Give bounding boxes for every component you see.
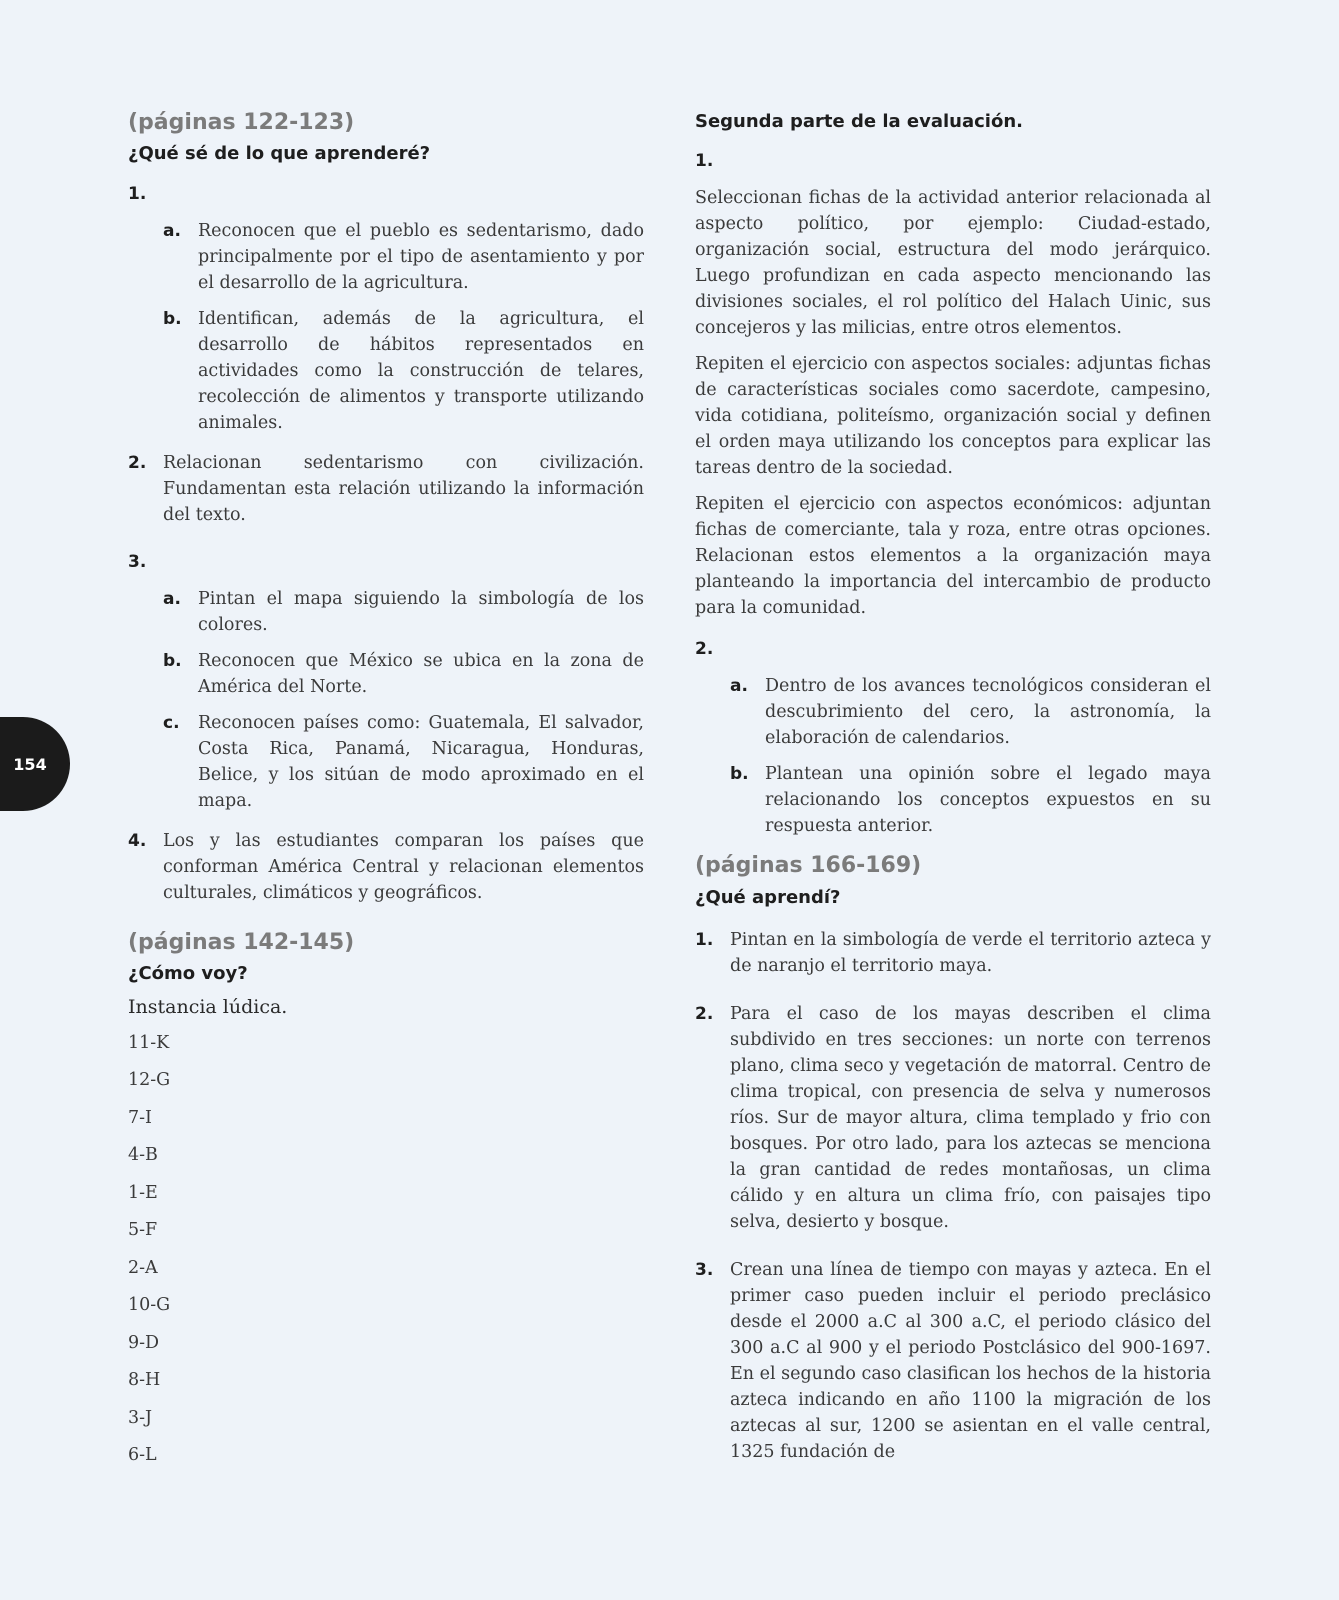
section-title-como-voy: ¿Cómo voy?: [128, 963, 248, 985]
subitem-1b: [163, 306, 644, 436]
section-range-142-145: (páginas 142-145): [128, 929, 355, 955]
question-text: Los y las estudiantes comparan los países que conforman América Central y relacionan elementos culturales, climáticos y geográficos.: [163, 830, 644, 903]
question-2: [695, 1001, 1211, 1235]
question-1-number: 1.: [128, 183, 147, 204]
page-number-tab: [0, 717, 70, 811]
subitem-text: Pintan el mapa siguiendo la simbología de los colores.: [198, 588, 644, 635]
answer-item: 11-K: [128, 1032, 170, 1053]
subitem-2b: [730, 761, 1211, 839]
subitem-label: a.: [730, 676, 748, 697]
question-number: 1.: [695, 930, 714, 951]
left-column: [128, 110, 644, 1480]
answer-item: 9-D: [128, 1332, 160, 1353]
subitem-3b: [163, 648, 644, 700]
subitem-text: Reconocen que el pueblo es sedentarismo, dado principalmente por el tipo de asentamiento y por el desarrollo de la agricultura.: [198, 220, 644, 293]
answer-item: 3-J: [128, 1407, 153, 1428]
question-number: 3.: [695, 1260, 714, 1281]
page-number: 154: [13, 754, 47, 774]
question-text: Para el caso de los mayas describen el clima subdivido en tres secciones: un norte con terrenos plano, clima seco y vegetación de matorral. Centro de clima tropical, con presencia de selva y numerosos ríos. Sur de mayor altura, clima templado y frio con bosques. Por otro lado, para los aztecas se menciona la gran cantidad de redes montañosas, un clima cálido y en altura un clima frío, con paisajes tipo selva, desierto y bosque.: [730, 1004, 1211, 1233]
question-3-number: 3.: [128, 551, 147, 572]
section-title-que-aprendi: ¿Qué aprendí?: [695, 886, 841, 908]
question-1: [695, 927, 1211, 979]
question-2-number: 2.: [695, 639, 714, 660]
answer-key-list: [128, 1030, 644, 1469]
question-text: Relacionan sedentarismo con civilización. Fundamentan esta relación utilizando la información del texto.: [163, 452, 644, 525]
paragraph-social: Repiten el ejercicio con aspectos sociales: adjuntas fichas de características sociales como sacerdote, campesino, vida cotidiana, politeísmo, organización social y definen el orden maya utilizando los conceptos para explicar las tareas dentro de la sociedad.: [695, 354, 1211, 479]
section-title-que-se: ¿Qué sé de lo que aprenderé?: [128, 143, 431, 165]
answer-item: 8-H: [128, 1370, 161, 1391]
subitem-label: b.: [163, 308, 182, 329]
question-1-number: 1.: [695, 151, 714, 172]
question-number: 4.: [128, 830, 147, 851]
question-3: [695, 1257, 1211, 1465]
subitem-text: Dentro de los avances tecnológicos consideran el descubrimiento del cero, la astronomía, la elaboración de calendarios.: [765, 676, 1211, 749]
paragraph-economico: Repiten el ejercicio con aspectos económicos: adjuntan fichas de comerciante, tala y roza, entre otras opciones. Relacionan estos elementos a la organización maya planteando la importancia del intercambio de producto para la comunidad.: [695, 494, 1211, 619]
answer-item: 1-E: [128, 1182, 158, 1203]
right-column: [695, 110, 1211, 1479]
answer-item: 4-B: [128, 1145, 158, 1166]
question-1-subitems: [163, 218, 644, 436]
question-number: 2.: [695, 1004, 714, 1025]
subitem-text: Reconocen que México se ubica en la zona de América del Norte.: [198, 650, 644, 697]
subitem-label: a.: [163, 220, 181, 241]
subitem-3c: [163, 710, 644, 814]
answer-item: 5-F: [128, 1220, 158, 1241]
subitem-label: a.: [163, 588, 181, 609]
section-title-segunda-parte: Segunda parte de la evaluación.: [695, 111, 1023, 132]
subitem-text: Plantean una opinión sobre el legado maya relacionando los conceptos expuestos en su respuesta anterior.: [765, 764, 1211, 837]
subitem-label: b.: [730, 764, 749, 785]
answer-item: 6-L: [128, 1445, 157, 1466]
section-range-122-123: (páginas 122-123): [128, 110, 355, 135]
question-2: [128, 450, 644, 528]
question-text: Pintan en la simbología de verde el territorio azteca y de naranjo el territorio maya.: [730, 930, 1211, 977]
answer-item: 2-A: [128, 1257, 158, 1278]
subitem-label: c.: [163, 712, 180, 733]
question-4: [128, 828, 644, 906]
answer-item: 7-I: [128, 1107, 152, 1128]
section-range-166-169: (páginas 166-169): [695, 853, 922, 879]
subitem-text: Identifican, además de la agricultura, el desarrollo de hábitos representados en actividades como la construcción de telares, recolección de alimentos y transporte utilizando animales.: [198, 308, 644, 433]
subitem-1a: [163, 218, 644, 296]
instancia-ludica-label: Instancia lúdica.: [128, 995, 288, 1018]
question-text: Crean una línea de tiempo con mayas y azteca. En el primer caso pueden incluir el periodo preclásico desde el 2000 a.C al 300 a.C, el periodo clásico del 300 a.C al 900 y el periodo Postclásico del 900-1697. En el segundo caso clasifican los hechos de la historia azteca indicando en año 1100 la migración de los aztecas al sur, 1200 se asientan en el valle central, 1325 fundación de: [730, 1260, 1211, 1463]
subitem-text: Reconocen países como: Guatemala, El salvador, Costa Rica, Panamá, Nicaragua, Honduras, Belice, y los sitúan de modo aproximado en el mapa.: [198, 712, 644, 811]
subitem-2a: [730, 673, 1211, 751]
answer-item: 10-G: [128, 1295, 171, 1316]
subitem-label: b.: [163, 650, 182, 671]
answer-item: 12-G: [128, 1070, 171, 1091]
question-3-subitems: [163, 586, 644, 814]
question-2-subitems: [730, 673, 1211, 839]
question-number: 2.: [128, 452, 147, 473]
paragraph-politico: Seleccionan fichas de la actividad anterior relacionada al aspecto político, por ejemplo: Ciudad-estado, organización social, estructura del modo jerárquico. Luego profundizan en cada aspecto mencionando las divisiones sociales, el rol político del Halach Uinic, sus concejeros y las milicias, entre otros elementos.: [695, 188, 1211, 339]
subitem-3a: [163, 586, 644, 638]
